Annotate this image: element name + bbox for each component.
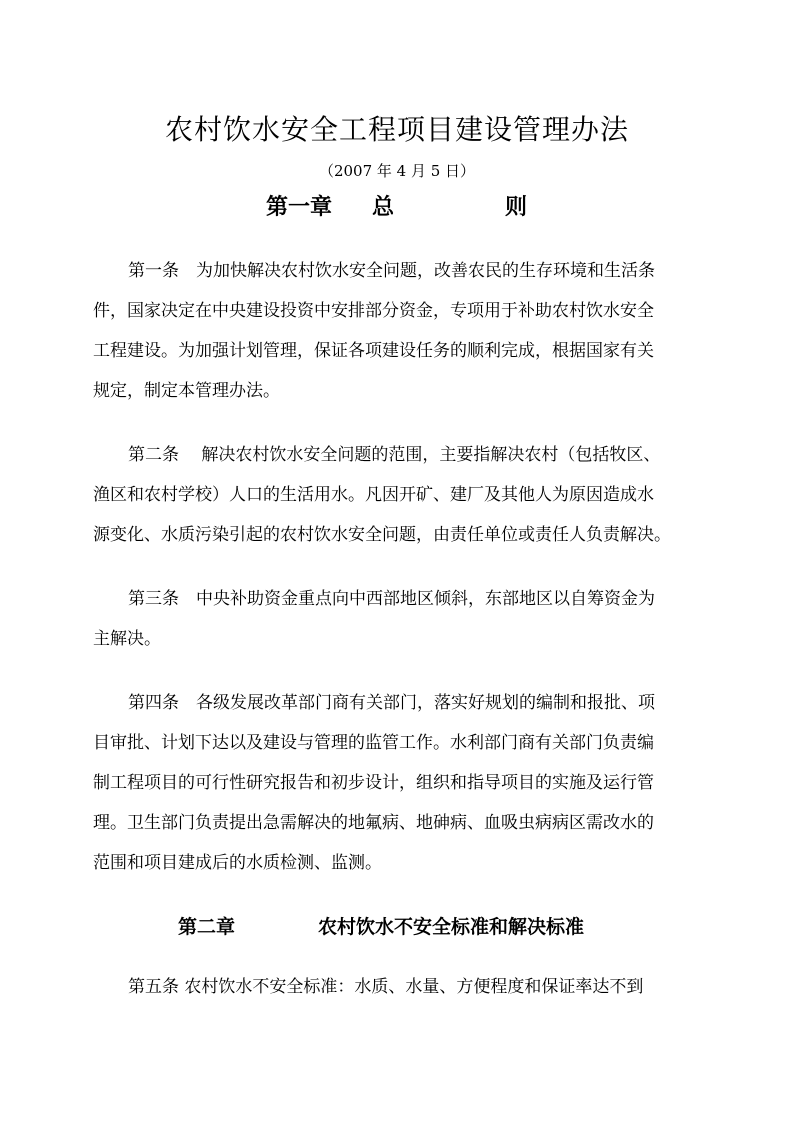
chapter-1-name-part2: 则 (505, 195, 528, 220)
paragraph-line: 理。卫生部门负责提出急需解决的地氟病、地砷病、血吸虫病病区需改水的 (93, 813, 654, 833)
paragraph-line: 第五条 农村饮水不安全标准：水质、水量、方便程度和保证率达不到 (128, 977, 644, 997)
paragraph-line: 目审批、计划下达以及建设与管理的监管工作。水利部门商有关部门负责编 (93, 733, 654, 753)
chapter-1-heading (0, 190, 794, 220)
paragraph-line: 第三条 中央补助资金重点向中西部地区倾斜，东部地区以自筹资金为 (128, 589, 655, 609)
chapter-2-heading (0, 912, 794, 940)
paragraph-line: 范围和项目建成后的水质检测、监测。 (93, 853, 382, 873)
chapter-1-number: 第一章 (266, 195, 333, 220)
paragraph-line: 制工程项目的可行性研究报告和初步设计，组织和指导项目的实施及运行管 (93, 773, 654, 793)
chapter-2-name: 农村饮水不安全标准和解决标准 (318, 916, 585, 938)
paragraph-line: 源变化、水质污染引起的农村饮水安全问题，由责任单位或责任人负责解决。 (93, 525, 671, 545)
document-title: 农村饮水安全工程项目建设管理办法 (164, 113, 629, 146)
paragraph-line: 第一条 为加快解决农村饮水安全问题，改善农民的生存环境和生活条 (128, 261, 655, 281)
paragraph-line: 第二条 解决农村饮水安全问题的范围，主要指解决农村（包括牧区、 (128, 445, 661, 465)
paragraph-line: 件，国家决定在中央建设投资中安排部分资金，专项用于补助农村饮水安全 (93, 301, 654, 321)
paragraph-line: 规定，制定本管理办法。 (93, 381, 280, 401)
paragraph-line: 第四条 各级发展改革部门商有关部门，落实好规划的编制和报批、项 (128, 693, 655, 713)
paragraph-line: 工程建设。为加强计划管理，保证各项建设任务的顺利完成，根据国家有关 (93, 341, 654, 361)
paragraph-line: 主解决。 (93, 629, 161, 649)
document-date: （2007 年 4 月 5 日） (318, 162, 476, 180)
paragraph-line: 渔区和农村学校）人口的生活用水。凡因开矿、建厂及其他人为原因造成水 (93, 485, 654, 505)
chapter-2-number: 第二章 (178, 916, 236, 938)
chapter-1-name-part1: 总 (372, 195, 395, 220)
